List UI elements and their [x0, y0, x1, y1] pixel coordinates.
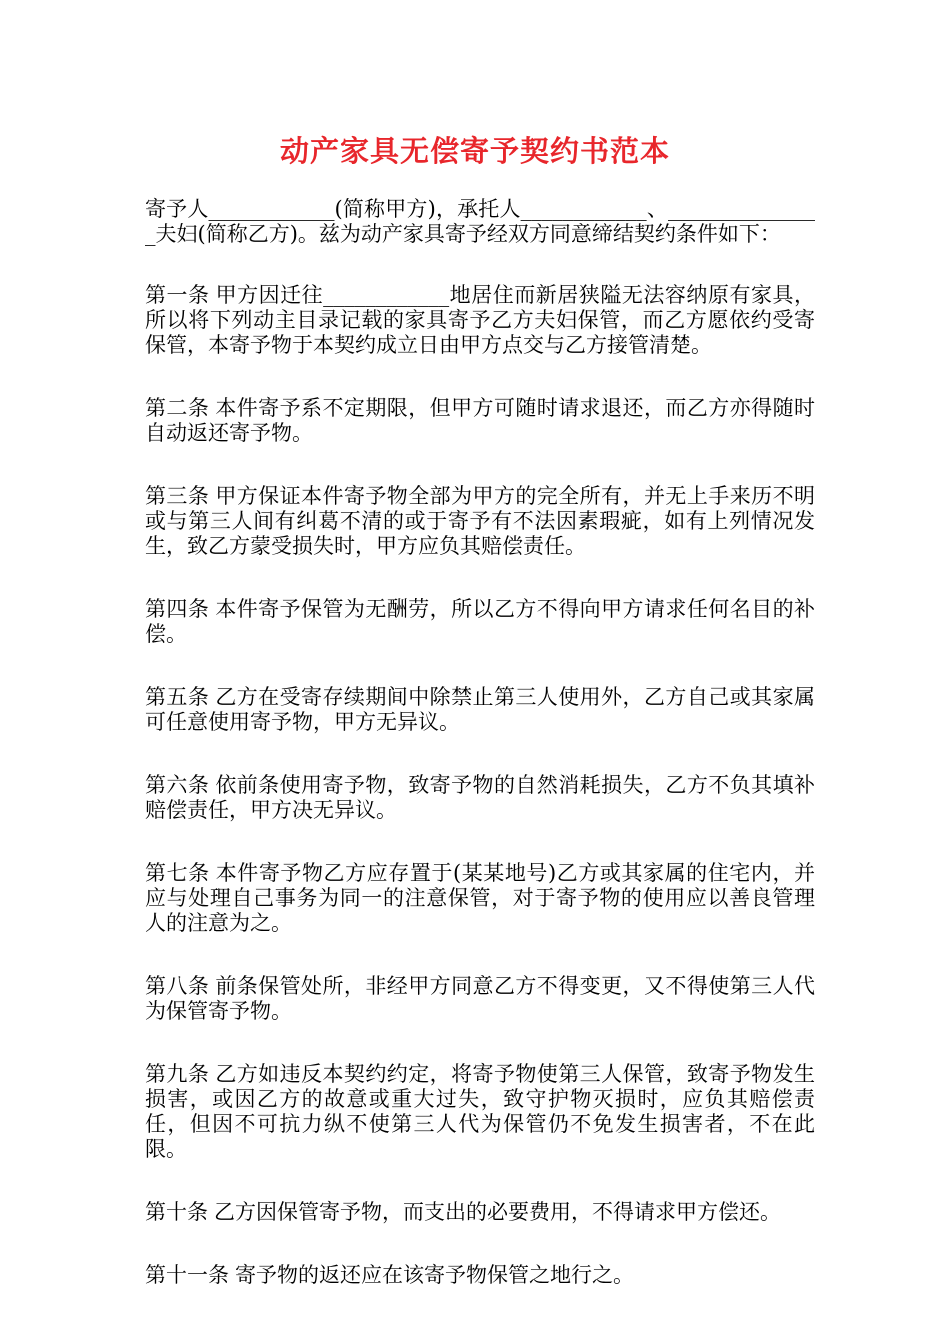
article-number: 第三条	[145, 484, 210, 508]
article-1	[145, 283, 815, 358]
article-number: 第五条	[145, 685, 210, 709]
article-4	[145, 597, 815, 647]
article-text: 前条保管处所，非经甲方同意乙方不得变更，又不得使第三人代为保管寄予物。	[145, 974, 816, 1023]
article-text: 甲方因迁往____________地居住而新居狭隘无法容纳原有家具，所以将下列动主目录记载的家具寄予乙方夫妇保管，而乙方愿依约受寄保管，本寄予物于本契约成立日由甲方点交与乙方接管清楚。	[145, 283, 816, 357]
article-text: 甲方保证本件寄予物全部为甲方的完全所有，并无上手来历不明或与第三人间有纠葛不清的或于寄予有不法因素瑕疵，如有上列情况发生，致乙方蒙受损失时，甲方应负其赔偿责任。	[145, 484, 816, 558]
document-title: 动产家具无偿寄予契约书范本	[279, 134, 670, 168]
article-text: 乙方如违反本契约约定，将寄予物使第三人保管，致寄予物发生损害，或因乙方的故意或重大过失，致守护物灭损时，应负其赔偿责任，但因不可抗力纵不使第三人代为保管仍不免发生损害者，不在此限。	[145, 1062, 816, 1161]
article-text: 乙方因保管寄予物，而支出的必要费用，不得请求甲方偿还。	[214, 1200, 781, 1224]
article-number: 第七条	[145, 861, 210, 885]
article-text: 乙方在受寄存续期间中除禁止第三人使用外，乙方自己或其家属可任意使用寄予物，甲方无异议。	[145, 685, 816, 734]
article-2	[145, 396, 815, 446]
article-6	[145, 773, 815, 823]
article-number: 第一条	[145, 283, 210, 307]
article-text: 寄予物的返还应在该寄予物保管之地行之。	[235, 1263, 634, 1287]
document-body	[145, 197, 815, 1326]
article-number: 第六条	[145, 773, 210, 797]
article-text: 本件寄予保管为无酬劳，所以乙方不得向甲方请求任何名目的补偿。	[145, 597, 816, 646]
article-text: 本件寄予系不定期限，但甲方可随时请求退还，而乙方亦得随时自动返还寄予物。	[145, 396, 816, 445]
article-number: 第十条	[145, 1200, 208, 1224]
article-text: 本件寄予物乙方应存置于(某某地号)乙方或其家属的住宅内，并应与处理自己事务为同一的注意保管，对于寄予物的使用应以善良管理人的注意为之。	[145, 861, 816, 935]
article-text: 依前条使用寄予物，致寄予物的自然消耗损失，乙方不负其填补赔偿责任，甲方决无异议。	[145, 773, 816, 822]
article-10	[145, 1200, 815, 1225]
article-number: 第二条	[145, 396, 210, 420]
article-11	[145, 1263, 815, 1288]
article-7	[145, 861, 815, 936]
article-5	[145, 685, 815, 735]
article-number: 第四条	[145, 597, 210, 621]
article-8	[145, 974, 815, 1024]
article-number: 第九条	[145, 1062, 210, 1086]
article-3	[145, 484, 815, 559]
article-number: 第八条	[145, 974, 210, 998]
intro-paragraph: 寄予人____________(简称甲方)，承托人____________、_______________夫妇(简称乙方)。兹为动产家具寄予经双方同意缔结契约条件如下：	[145, 197, 815, 246]
article-9	[145, 1062, 815, 1162]
article-number: 第十一条	[145, 1263, 229, 1287]
